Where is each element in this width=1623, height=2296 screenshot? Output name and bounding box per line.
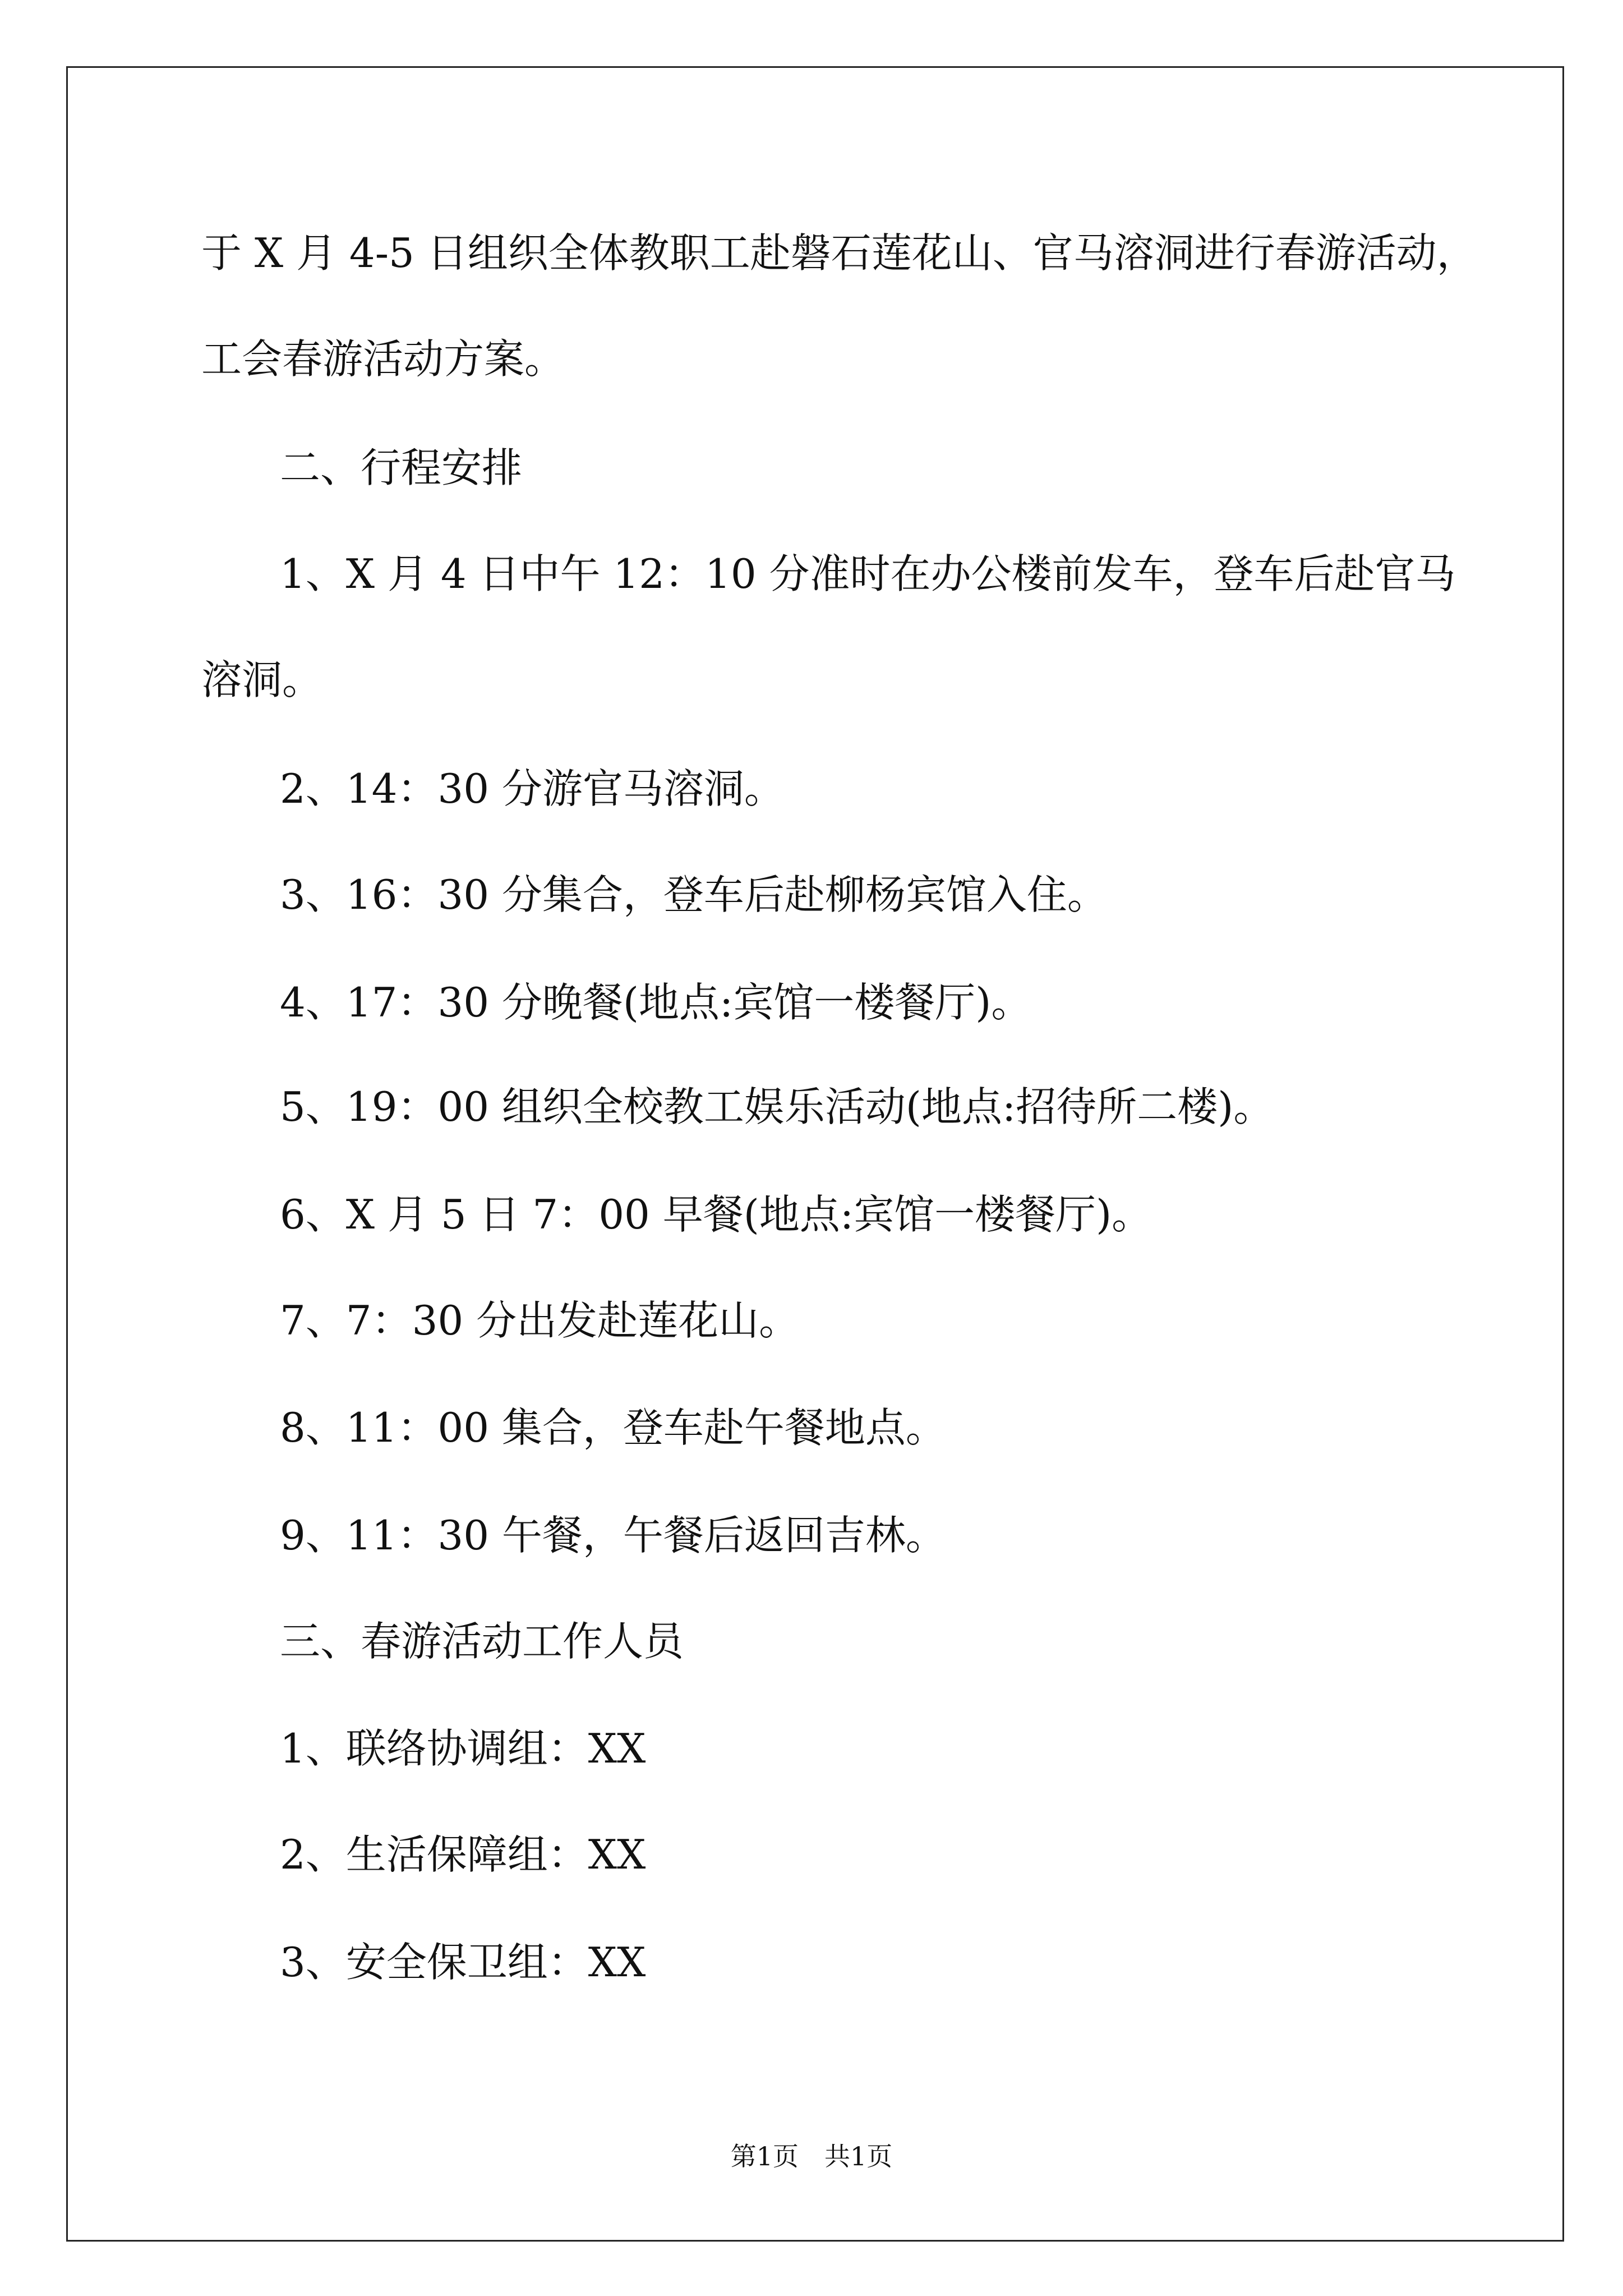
schedule-item-8: 8、11：00 集合，登车赴午餐地点。 [280,1404,946,1451]
section-heading-schedule: 二、行程安排 [280,444,523,491]
staff-item-security: 3、安全保卫组：XX [280,1939,646,1986]
page-border [66,66,1564,2242]
schedule-item-5: 5、19：00 组织全校教工娱乐活动(地点:招待所二楼)。 [280,1083,1274,1130]
schedule-item-3: 3、16：30 分集合，登车后赴柳杨宾馆入住。 [280,871,1108,918]
schedule-item-2: 2、14：30 分游官马溶洞。 [280,765,785,812]
intro-line-2: 工会春游活动方案。 [201,335,565,383]
schedule-item-4: 4、17：30 分晚餐(地点:宾馆一楼餐厅)。 [280,979,1032,1026]
section-heading-staff: 三、春游活动工作人员 [280,1618,684,1665]
schedule-item-7: 7、7：30 分出发赴莲花山。 [280,1297,800,1344]
page-footer [0,2143,1623,2170]
staff-item-coordination: 1、联络协调组：XX [280,1725,646,1772]
staff-item-logistics: 2、生活保障组：XX [280,1831,646,1878]
schedule-item-1-continuation: 溶洞。 [201,656,323,703]
schedule-item-6: 6、X 月 5 日 7：00 早餐(地点:宾馆一楼餐厅)。 [280,1191,1152,1238]
intro-line-1: 于 X 月 4-5 日组织全体教职工赴磐石莲花山、官马溶洞进行春游活动， [201,229,1477,277]
page-number: 第1页 [730,2141,799,2171]
page-total: 共1页 [824,2141,893,2171]
schedule-item-1: 1、X 月 4 日中午 12：10 分准时在办公楼前发车，登车后赴官马 [280,550,1456,597]
schedule-item-9: 9、11：30 午餐，午餐后返回吉林。 [280,1512,946,1559]
